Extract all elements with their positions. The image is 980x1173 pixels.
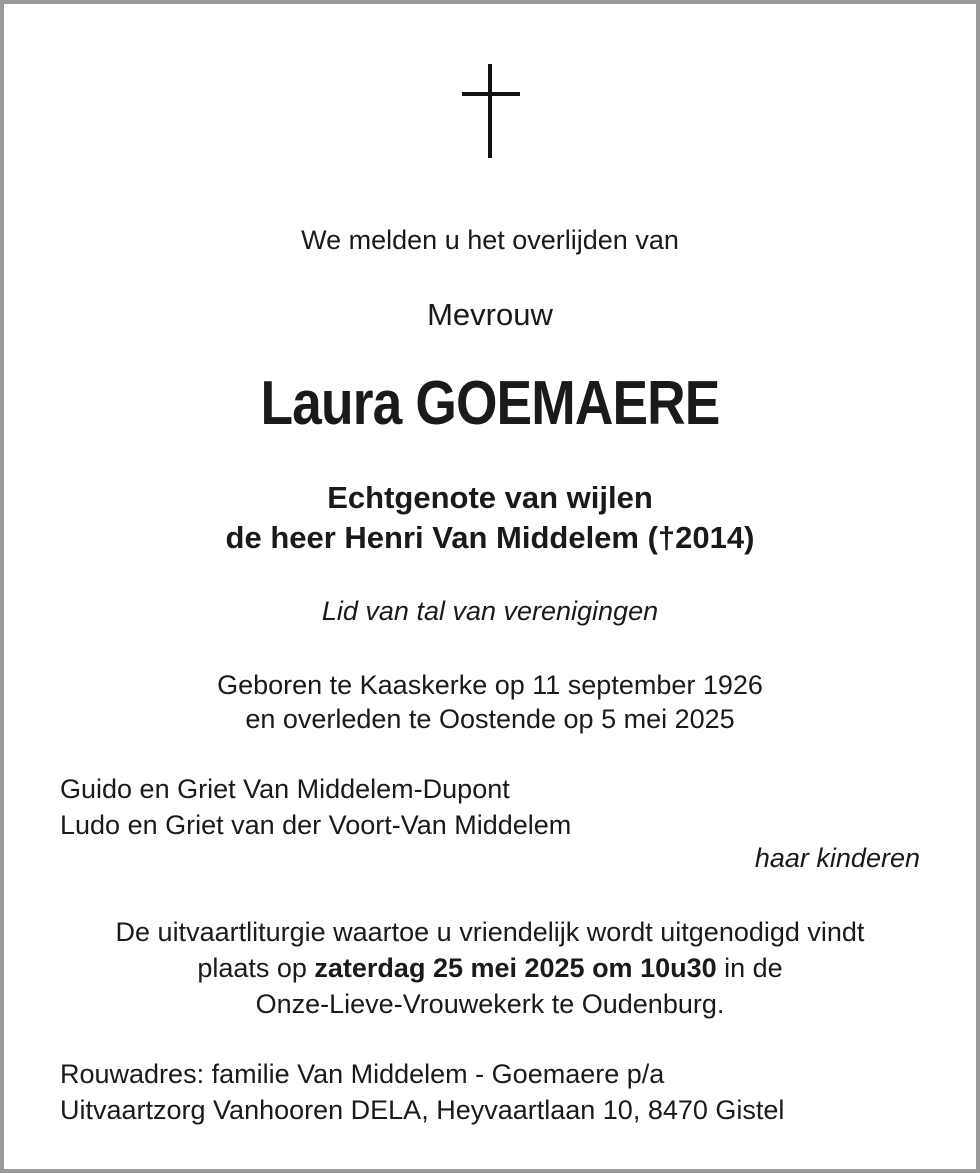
mourning-address xyxy=(60,1056,784,1128)
birth-line: Geboren te Kaaskerke op 11 september 1926 xyxy=(217,670,763,700)
ceremony-text: in de xyxy=(716,953,783,983)
life-dates xyxy=(0,668,980,736)
spouse-line: Echtgenote van wijlen xyxy=(327,480,653,515)
children-label: haar kinderen xyxy=(754,843,920,873)
death-line: en overleden te Oostende op 5 mei 2025 xyxy=(245,704,735,734)
cross-icon xyxy=(462,64,520,158)
title-prefix: Mevrouw xyxy=(427,297,553,332)
ceremony-line: Onze-Lieve-Vrouwekerk te Oudenburg. xyxy=(255,989,725,1019)
address-line: Uitvaartzorg Vanhooren DELA, Heyvaartlaan 10, 8470 Gistel xyxy=(60,1095,785,1125)
ceremony-line: De uitvaartliturgie waartoe u vriendelijk wordt uitgenodigd vindt xyxy=(115,917,865,947)
ceremony-line xyxy=(0,950,980,986)
intro-text: We melden u het overlijden van xyxy=(301,225,679,255)
ceremony-date: zaterdag 25 mei 2025 om 10u30 xyxy=(314,953,717,983)
children-list xyxy=(60,771,571,843)
deceased-name: Laura GOEMAERE xyxy=(260,369,720,438)
ceremony-block xyxy=(0,914,980,1022)
membership-text: Lid van tal van verenigingen xyxy=(321,596,659,626)
list-item: Guido en Griet Van Middelem-Dupont xyxy=(60,774,510,804)
spouse-block xyxy=(0,478,980,558)
list-item: Ludo en Griet van der Voort-Van Middelem xyxy=(60,810,572,840)
ceremony-text: plaats op xyxy=(197,953,315,983)
address-line: Rouwadres: familie Van Middelem - Goemaere p/a xyxy=(60,1059,665,1089)
spouse-line: de heer Henri Van Middelem (†2014) xyxy=(225,520,755,555)
